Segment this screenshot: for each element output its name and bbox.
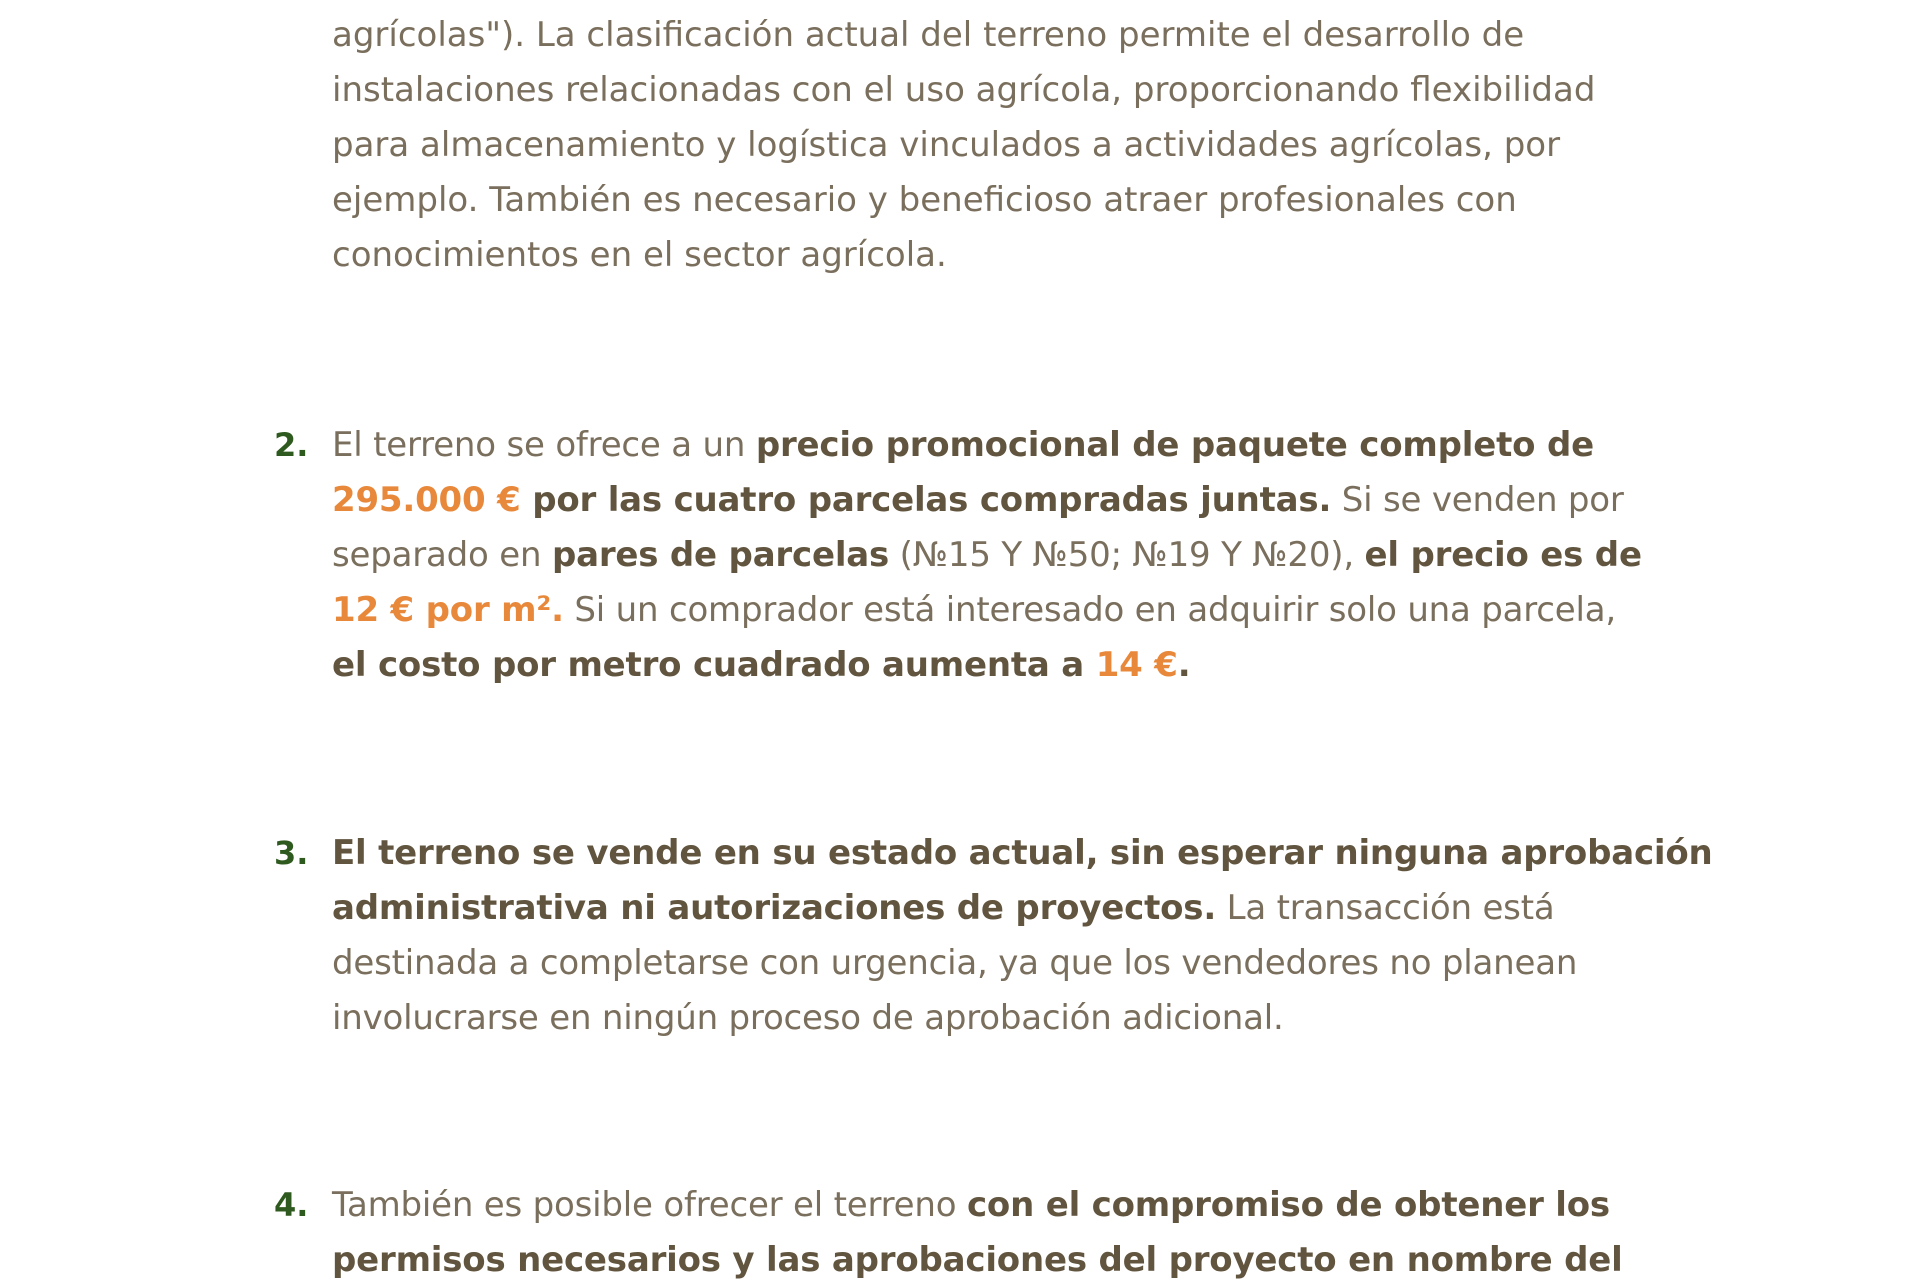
list-number: 2. [274, 426, 309, 464]
list-item-text [332, 418, 1714, 693]
list-item-4 [274, 1178, 1714, 1288]
bold-span: precio promocional de paquete completo de [755, 425, 1594, 465]
text-span: (№15 Y №50; №19 Y №20), [889, 535, 1365, 575]
item-1-line-1: agrícolas"). La clasificación actual del terreno permite el desarrollo de [332, 15, 1525, 55]
item-1-line-3: para almacenamiento y logística vinculados a actividades agrícolas, por [332, 125, 1561, 165]
list-item-text [332, 1178, 1714, 1288]
bold-span: pares de parcelas [551, 535, 890, 575]
bold-span: por las cuatro parcelas compradas juntas. [520, 480, 1332, 520]
bold-span: el costo por metro cuadrado aumenta a [332, 645, 1096, 685]
bold-span: el precio es de [1364, 535, 1642, 575]
text-span: El terreno se ofrece a un [332, 425, 756, 465]
list-item-3 [274, 826, 1714, 1046]
list-number: 3. [274, 834, 309, 872]
list-number: 4. [274, 1186, 309, 1224]
bold-span: El terreno se vende en su estado actual, sin esperar ninguna aprobación administrativa ni autorizaciones de proyectos. [332, 833, 1713, 928]
text-span: También es posible ofrecer el terreno [332, 1185, 967, 1225]
price-highlight: 12 € por m². [332, 590, 564, 630]
item-1-line-5: conocimientos en el sector agrícola. [332, 235, 947, 275]
text-span: Si se venden por separado en [332, 480, 1624, 575]
price-highlight: 295.000 € [332, 480, 521, 520]
list-item-2 [274, 418, 1714, 693]
bold-span: con el compromiso de obtener los permisos necesarios y las aprobaciones del proyecto en nombre del [332, 1185, 1623, 1280]
bold-span: . [1177, 645, 1191, 685]
text-span: Si un comprador está interesado en adquirir solo una parcela, [563, 590, 1617, 630]
list-item-text [332, 826, 1714, 1046]
text-span: La transacción está destinada a completarse con urgencia, ya que los vendedores no planean involucrarse en ningún proceso de aprobación adicional. [332, 888, 1578, 1038]
item-1-line-2: instalaciones relacionadas con el uso agrícola, proporcionando flexibilidad [332, 70, 1596, 110]
price-highlight: 14 € [1095, 645, 1178, 685]
item-1-line-4: ejemplo. También es necesario y beneficioso atraer profesionales con [332, 180, 1517, 220]
